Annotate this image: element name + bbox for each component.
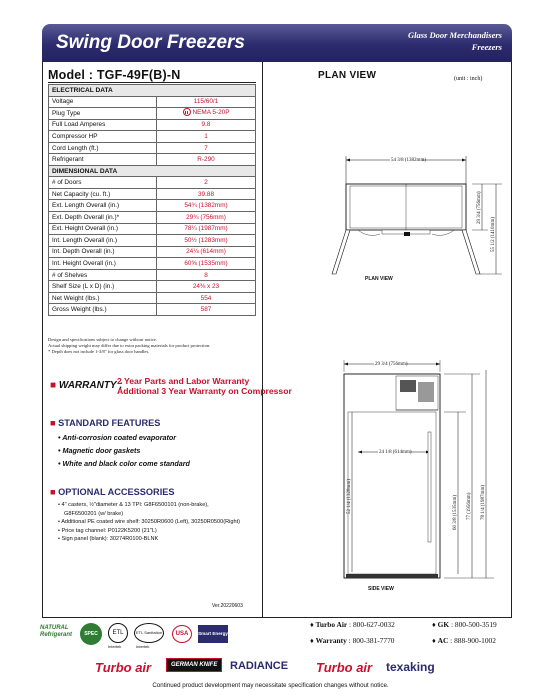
spec-label: Voltage <box>49 96 157 108</box>
spec-label: Refrigerant <box>49 154 157 166</box>
contact-number[interactable]: 800-627-0032 <box>352 620 395 629</box>
list-item: • 4" casters, ½"diameter & 13 TPI: G8F6500101 (non-brake), <box>58 502 209 508</box>
spec-label: Shelf Size (L x D) (in.) <box>49 281 157 293</box>
page-title: Swing Door Freezers <box>56 32 245 53</box>
smart-energy-logo: Smart Energy <box>198 625 228 643</box>
texaking-logo: texaking <box>386 660 435 674</box>
contact-brand: GK <box>437 620 450 629</box>
contact-cell: ♦ AC : 888-900-1002 <box>432 636 496 645</box>
turbo-air-logo: Turbo air <box>316 660 373 675</box>
plan-dim-length: 54 3/8 (1382mm) <box>391 158 426 163</box>
spec-section-label: DIMENSIONAL DATA <box>49 165 256 177</box>
spec-logo: SPEC <box>80 623 102 645</box>
intertek-label: Intertek <box>108 644 122 649</box>
spec-section-row <box>49 85 256 97</box>
plan-dim-depth: 29 3/4 (756mm) <box>477 191 482 224</box>
bullet-icon: ■ <box>50 487 59 497</box>
spec-label: # of Doors <box>49 177 157 189</box>
table-row <box>49 200 256 212</box>
plug-type-value <box>183 108 230 116</box>
plan-dim-open-depth: 55 1/2 (1410mm) <box>491 217 496 252</box>
spec-value: 8 <box>157 269 256 281</box>
spec-value: 24⅜ x 23 <box>157 281 256 293</box>
spec-label: Net Capacity (cu. ft.) <box>49 188 157 200</box>
contact-cell: ♦ GK : 800-500-3519 <box>432 620 497 629</box>
spec-value: 9.8 <box>157 119 256 131</box>
table-row <box>49 292 256 304</box>
footer-note: Continued product development may necessitate specification changes without notice. <box>152 682 389 689</box>
spec-label: Gross Weight (lbs.) <box>49 304 157 316</box>
spec-label: Full Load Amperes <box>49 119 157 131</box>
plan-view-caption: PLAN VIEW <box>365 276 393 282</box>
list-item: • Sign panel (blank): 30274R0100-BLNK <box>58 536 159 542</box>
bullet-icon: ■ <box>50 380 59 391</box>
list-item: • Price tag channel: P0122K5200 (21"L) <box>58 527 157 534</box>
spec-value: 60⅝ (1535mm) <box>157 258 256 270</box>
spec-label: Int. Length Overall (in.) <box>49 235 157 247</box>
model-heading: Model : TGF-49F(B)-N <box>48 68 181 82</box>
spec-value <box>157 108 256 120</box>
warranty-label <box>50 380 123 391</box>
table-row <box>49 142 256 154</box>
spec-value: R-290 <box>157 154 256 166</box>
spec-value: 78¼ (1987mm) <box>157 223 256 235</box>
radiance-logo: RADIANCE <box>230 660 289 672</box>
table-row <box>49 188 256 200</box>
table-row <box>49 235 256 247</box>
spec-value: 7 <box>157 142 256 154</box>
table-row <box>49 304 256 316</box>
bullet-icon: ■ <box>50 418 59 428</box>
usa-logo: USA <box>172 625 192 643</box>
etl-sanitation-logo: ETL Sanitation <box>134 623 164 643</box>
table-row <box>49 258 256 270</box>
contact-row <box>310 636 520 652</box>
table-row <box>49 281 256 293</box>
standard-features-heading <box>50 418 160 428</box>
list-item: • Magnetic door gaskets <box>58 446 141 455</box>
optional-accessories-heading <box>50 487 175 497</box>
spec-value: 39.88 <box>157 188 256 200</box>
unit-label: (unit : inch) <box>454 76 483 82</box>
etl-logo: ETL <box>108 623 128 643</box>
contact-brand: Turbo Air <box>315 620 348 629</box>
plan-view-title: PLAN VIEW <box>318 70 377 81</box>
side-view-drawing <box>262 352 512 588</box>
intertek-label: Intertek <box>136 644 150 649</box>
spec-label: Int. Depth Overall (in.) <box>49 246 157 258</box>
contact-number[interactable]: 800-381-7770 <box>352 636 395 645</box>
german-knife-logo: GERMAN KNIFE <box>166 658 222 672</box>
spec-table <box>48 84 256 316</box>
side-dim-depth: 29 3/4 (756mm) <box>375 362 408 367</box>
spec-label: Ext. Length Overall (in.) <box>49 200 157 212</box>
spec-label: Net Weight (lbs.) <box>49 292 157 304</box>
contact-list <box>310 620 520 652</box>
spec-value: 54¾ (1382mm) <box>157 200 256 212</box>
note-line: Design and specifications subject to change without notice. <box>48 337 157 342</box>
contact-number[interactable]: 888-900-1002 <box>454 636 496 645</box>
natural-refrigerant-logo: NATURAL Refrigerant <box>40 625 73 638</box>
spec-label: Plug Type <box>49 108 157 120</box>
table-row <box>49 212 256 224</box>
side-dim-int-depth: 24 1/8 (614mm) <box>379 450 412 455</box>
side-dim-height: 77 (1956mm) <box>467 492 472 520</box>
spec-value: 587 <box>157 304 256 316</box>
spec-section-label: ELECTRICAL DATA <box>49 85 256 97</box>
standard-features-list <box>58 433 190 472</box>
table-row <box>49 131 256 143</box>
spec-value: 1 <box>157 131 256 143</box>
table-row <box>49 119 256 131</box>
list-item: • Additional PE coated wire shelf: 30250R0600 (Left), 30250R0500(Right) <box>58 519 241 525</box>
contact-brand: Warranty <box>315 636 347 645</box>
spec-label: Ext. Height Overall (in.) <box>49 223 157 235</box>
optional-accessories-title: OPTIONAL ACCESSORIES <box>58 487 175 497</box>
contact-brand: AC <box>437 636 449 645</box>
side-dim-total-height: 78 1/4 (1987mm) <box>481 485 486 520</box>
contact-row <box>310 620 520 636</box>
plug-type-text: NEMA 5-20P <box>192 108 230 116</box>
spec-value: 554 <box>157 292 256 304</box>
header-banner <box>42 24 512 62</box>
note-line: Actual shipping weight may differ due to extra packing materials for product protection. <box>48 343 211 348</box>
list-item: G8F6500201 (w/ brake) <box>64 510 124 517</box>
model-underline <box>48 82 256 83</box>
table-row <box>49 177 256 189</box>
spec-label: # of Shelves <box>49 269 157 281</box>
plug-icon <box>183 108 191 116</box>
side-dim-int-height: 60 3/8 (1535mm) <box>453 495 458 530</box>
table-row <box>49 96 256 108</box>
spec-label: Compressor HP <box>49 131 157 143</box>
header-subtitle-line2: Freezers <box>471 42 502 52</box>
optional-accessories-list <box>58 501 258 544</box>
version-label: Ver.20220603 <box>212 603 243 609</box>
side-view-caption: SIDE VIEW <box>368 586 394 592</box>
warranty-label-text: WARRANTY : <box>58 380 123 391</box>
spec-value: 29¾ (756mm) <box>157 212 256 224</box>
spec-value: 115/60/1 <box>157 96 256 108</box>
spec-value: 24⅛ (614mm) <box>157 246 256 258</box>
spec-value: 50½ (1283mm) <box>157 235 256 247</box>
spec-label: Int. Height Overall (in.) <box>49 258 157 270</box>
brand-logos <box>40 654 510 678</box>
standard-features-title: STANDARD FEATURES <box>58 418 161 428</box>
list-item: • Anti-corrosion coated evaporator <box>58 433 177 442</box>
spec-notes <box>48 337 258 355</box>
certification-logos <box>40 621 310 651</box>
spec-label: Ext. Depth Overall (in.)* <box>49 212 157 224</box>
spec-section-row <box>49 165 256 177</box>
table-row <box>49 154 256 166</box>
table-row <box>49 246 256 258</box>
spec-label: Cord Length (ft.) <box>49 142 157 154</box>
table-row <box>49 269 256 281</box>
list-item: • White and black color come standard <box>58 459 190 468</box>
contact-cell: ♦ Turbo Air : 800-627-0032 <box>310 620 395 629</box>
warranty-line2: Additional 3 Year Warranty on Compressor <box>117 386 292 396</box>
header-subtitle-line1: Glass Door Merchandisers <box>408 30 502 40</box>
header-subtitle <box>408 29 502 53</box>
note-line: * Depth does not include 1-3/8" for glass door handles. <box>48 349 150 354</box>
contact-cell: ♦ Warranty : 800-381-7770 <box>310 636 395 645</box>
side-dim-door-height: 52 1/4 (1328mm) <box>347 479 352 514</box>
warranty-line1: 2 Year Parts and Labor Warranty <box>117 376 250 386</box>
contact-number[interactable]: 800-500-3519 <box>454 620 497 629</box>
plan-view-drawing <box>262 140 512 290</box>
table-row <box>49 108 256 120</box>
turbo-air-logo: Turbo air <box>95 660 152 675</box>
spec-value: 2 <box>157 177 256 189</box>
table-row <box>49 223 256 235</box>
